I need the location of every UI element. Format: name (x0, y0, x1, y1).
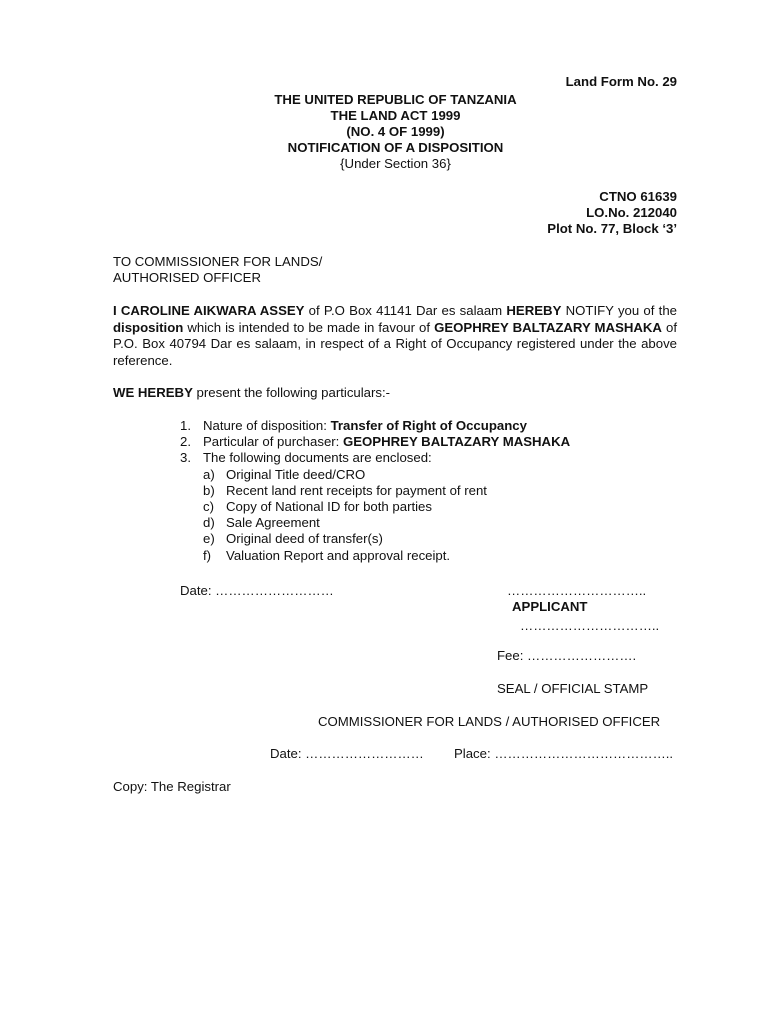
particular-number: 3. (180, 450, 191, 465)
ctno-reference: CTNO 61639 (599, 189, 677, 204)
document-letter: f) (203, 548, 212, 563)
header-act-number: (NO. 4 OF 1999) (346, 124, 445, 139)
hereby-text: HEREBY (506, 303, 562, 318)
present-text: present the following particulars:- (192, 385, 391, 400)
particular-label: Nature of disposition: (203, 418, 331, 433)
notification-paragraph (113, 303, 677, 369)
particular-number: 1. (180, 418, 191, 433)
document-text: Recent land rent receipts for payment of rent (226, 483, 487, 498)
applicant-name: I CAROLINE AIKWARA ASSEY (113, 303, 305, 318)
plot-number: Plot No. 77, Block ‘3’ (547, 221, 677, 236)
applicant-signature-line: ………………………….. (507, 583, 647, 598)
header-section: {Under Section 36} (340, 156, 451, 171)
applicant-dotted-line: ………………………….. (520, 618, 660, 633)
document-letter: b) (203, 483, 215, 498)
particular-value: Transfer of Right of Occupancy (330, 418, 527, 433)
applicant-date: Date: ……………………… (180, 583, 334, 598)
purchaser-address: of P.O. Box 40794 Dar es salaam, in respect of a Right of Occupancy registered under the above reference. (113, 319, 677, 368)
addressee-line-1: TO COMMISSIONER FOR LANDS/ (113, 254, 323, 269)
copy-to: Copy: The Registrar (113, 779, 231, 794)
applicant-label: APPLICANT (512, 599, 588, 614)
lo-number: LO.No. 212040 (586, 205, 677, 220)
document-text: Sale Agreement (226, 515, 320, 530)
purchaser-name: GEOPHREY BALTAZARY MASHAKA (434, 319, 662, 335)
addressee-line-2: AUTHORISED OFFICER (113, 270, 261, 285)
page-title: NOTIFICATION OF A DISPOSITION (287, 140, 504, 155)
document-letter: c) (203, 499, 214, 514)
fee-field: Fee: ……………………. (497, 648, 637, 663)
commissioner-place: Place: ………………………………….. (454, 746, 674, 761)
document-text: Valuation Report and approval receipt. (226, 548, 451, 563)
applicant-address: of P.O Box 41141 Dar es salaam (304, 303, 507, 318)
particular-label: The following documents are enclosed: (203, 450, 432, 465)
particular-text (203, 450, 432, 466)
commissioner-label: COMMISSIONER FOR LANDS / AUTHORISED OFFICER (318, 714, 661, 729)
seal-stamp: SEAL / OFFICIAL STAMP (497, 681, 649, 696)
document-text: Copy of National ID for both parties (226, 499, 432, 514)
document-text: Original deed of transfer(s) (226, 531, 383, 546)
header-act: THE LAND ACT 1999 (330, 108, 461, 123)
document-letter: e) (203, 531, 215, 546)
document-letter: a) (203, 467, 215, 482)
we-hereby-text: WE HEREBY (113, 385, 193, 400)
particular-value: GEOPHREY BALTAZARY MASHAKA (343, 434, 571, 449)
favour-text: which is intended to be made in favour of (183, 319, 435, 335)
present-particulars (113, 385, 390, 401)
commissioner-date: Date: ……………………… (270, 746, 424, 761)
notify-text: NOTIFY you of the (561, 303, 677, 318)
particular-number: 2. (180, 434, 191, 449)
document-letter: d) (203, 515, 215, 530)
particular-label: Particular of purchaser: (203, 434, 343, 449)
document-text: Original Title deed/CRO (226, 467, 366, 482)
disposition-text: disposition (113, 319, 184, 335)
particular-text (203, 434, 570, 450)
particular-text (203, 418, 527, 434)
header-country: THE UNITED REPUBLIC OF TANZANIA (274, 92, 517, 107)
form-number: Land Form No. 29 (565, 74, 677, 89)
